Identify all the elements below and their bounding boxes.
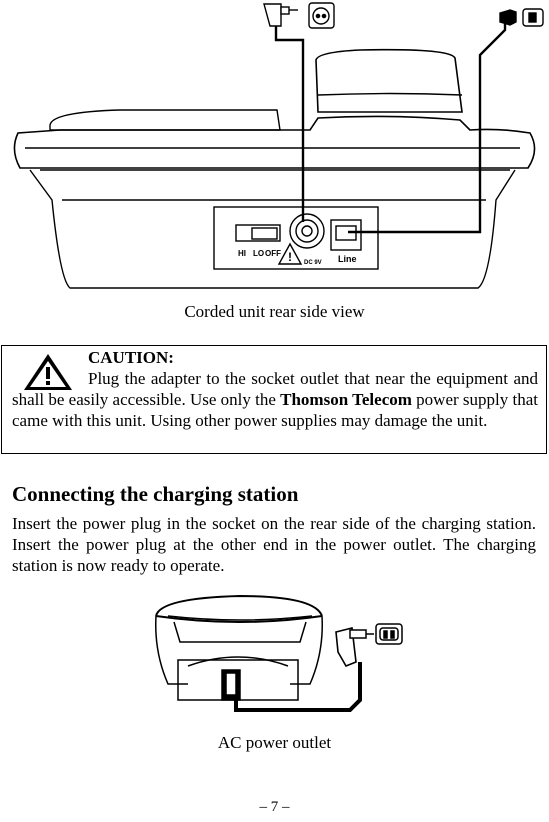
figure-caption-rear-view: Corded unit rear side view [184, 302, 365, 321]
caution-title: CAUTION: [88, 348, 174, 367]
volume-lo-label: LO [253, 249, 265, 258]
volume-off-label: OFF [265, 249, 281, 258]
charging-station-illustration [150, 592, 415, 714]
figure-caption-ac-outlet: AC power outlet [217, 733, 332, 752]
section-paragraph: Insert the power plug in the socket on the rear side of the charging station. Insert the power plug at the other end in the power outlet. The charging station is now ready to operate. [12, 514, 536, 575]
svg-text:!: ! [288, 250, 292, 264]
section-heading: Connecting the charging station [12, 482, 299, 506]
line-jack-label: Line [338, 254, 357, 264]
phone-line-plug-icon [500, 9, 543, 26]
brand-name: Thomson Telecom [280, 390, 412, 409]
corded-unit-rear-illustration [0, 0, 549, 300]
dc-jack-label: DC 9V [304, 260, 322, 266]
power-adapter-plug-icon [264, 3, 334, 28]
caution-box [1, 345, 547, 454]
volume-hi-label: HI [238, 249, 246, 258]
caution-text: Plug the adapter to the socket outlet that near the equipment and shall be easily accessible. Use only the Thomson Telecom power supply that came with this unit. Using other power supplies may damage the unit. [12, 369, 538, 430]
page-number: – 7 – [259, 799, 290, 815]
